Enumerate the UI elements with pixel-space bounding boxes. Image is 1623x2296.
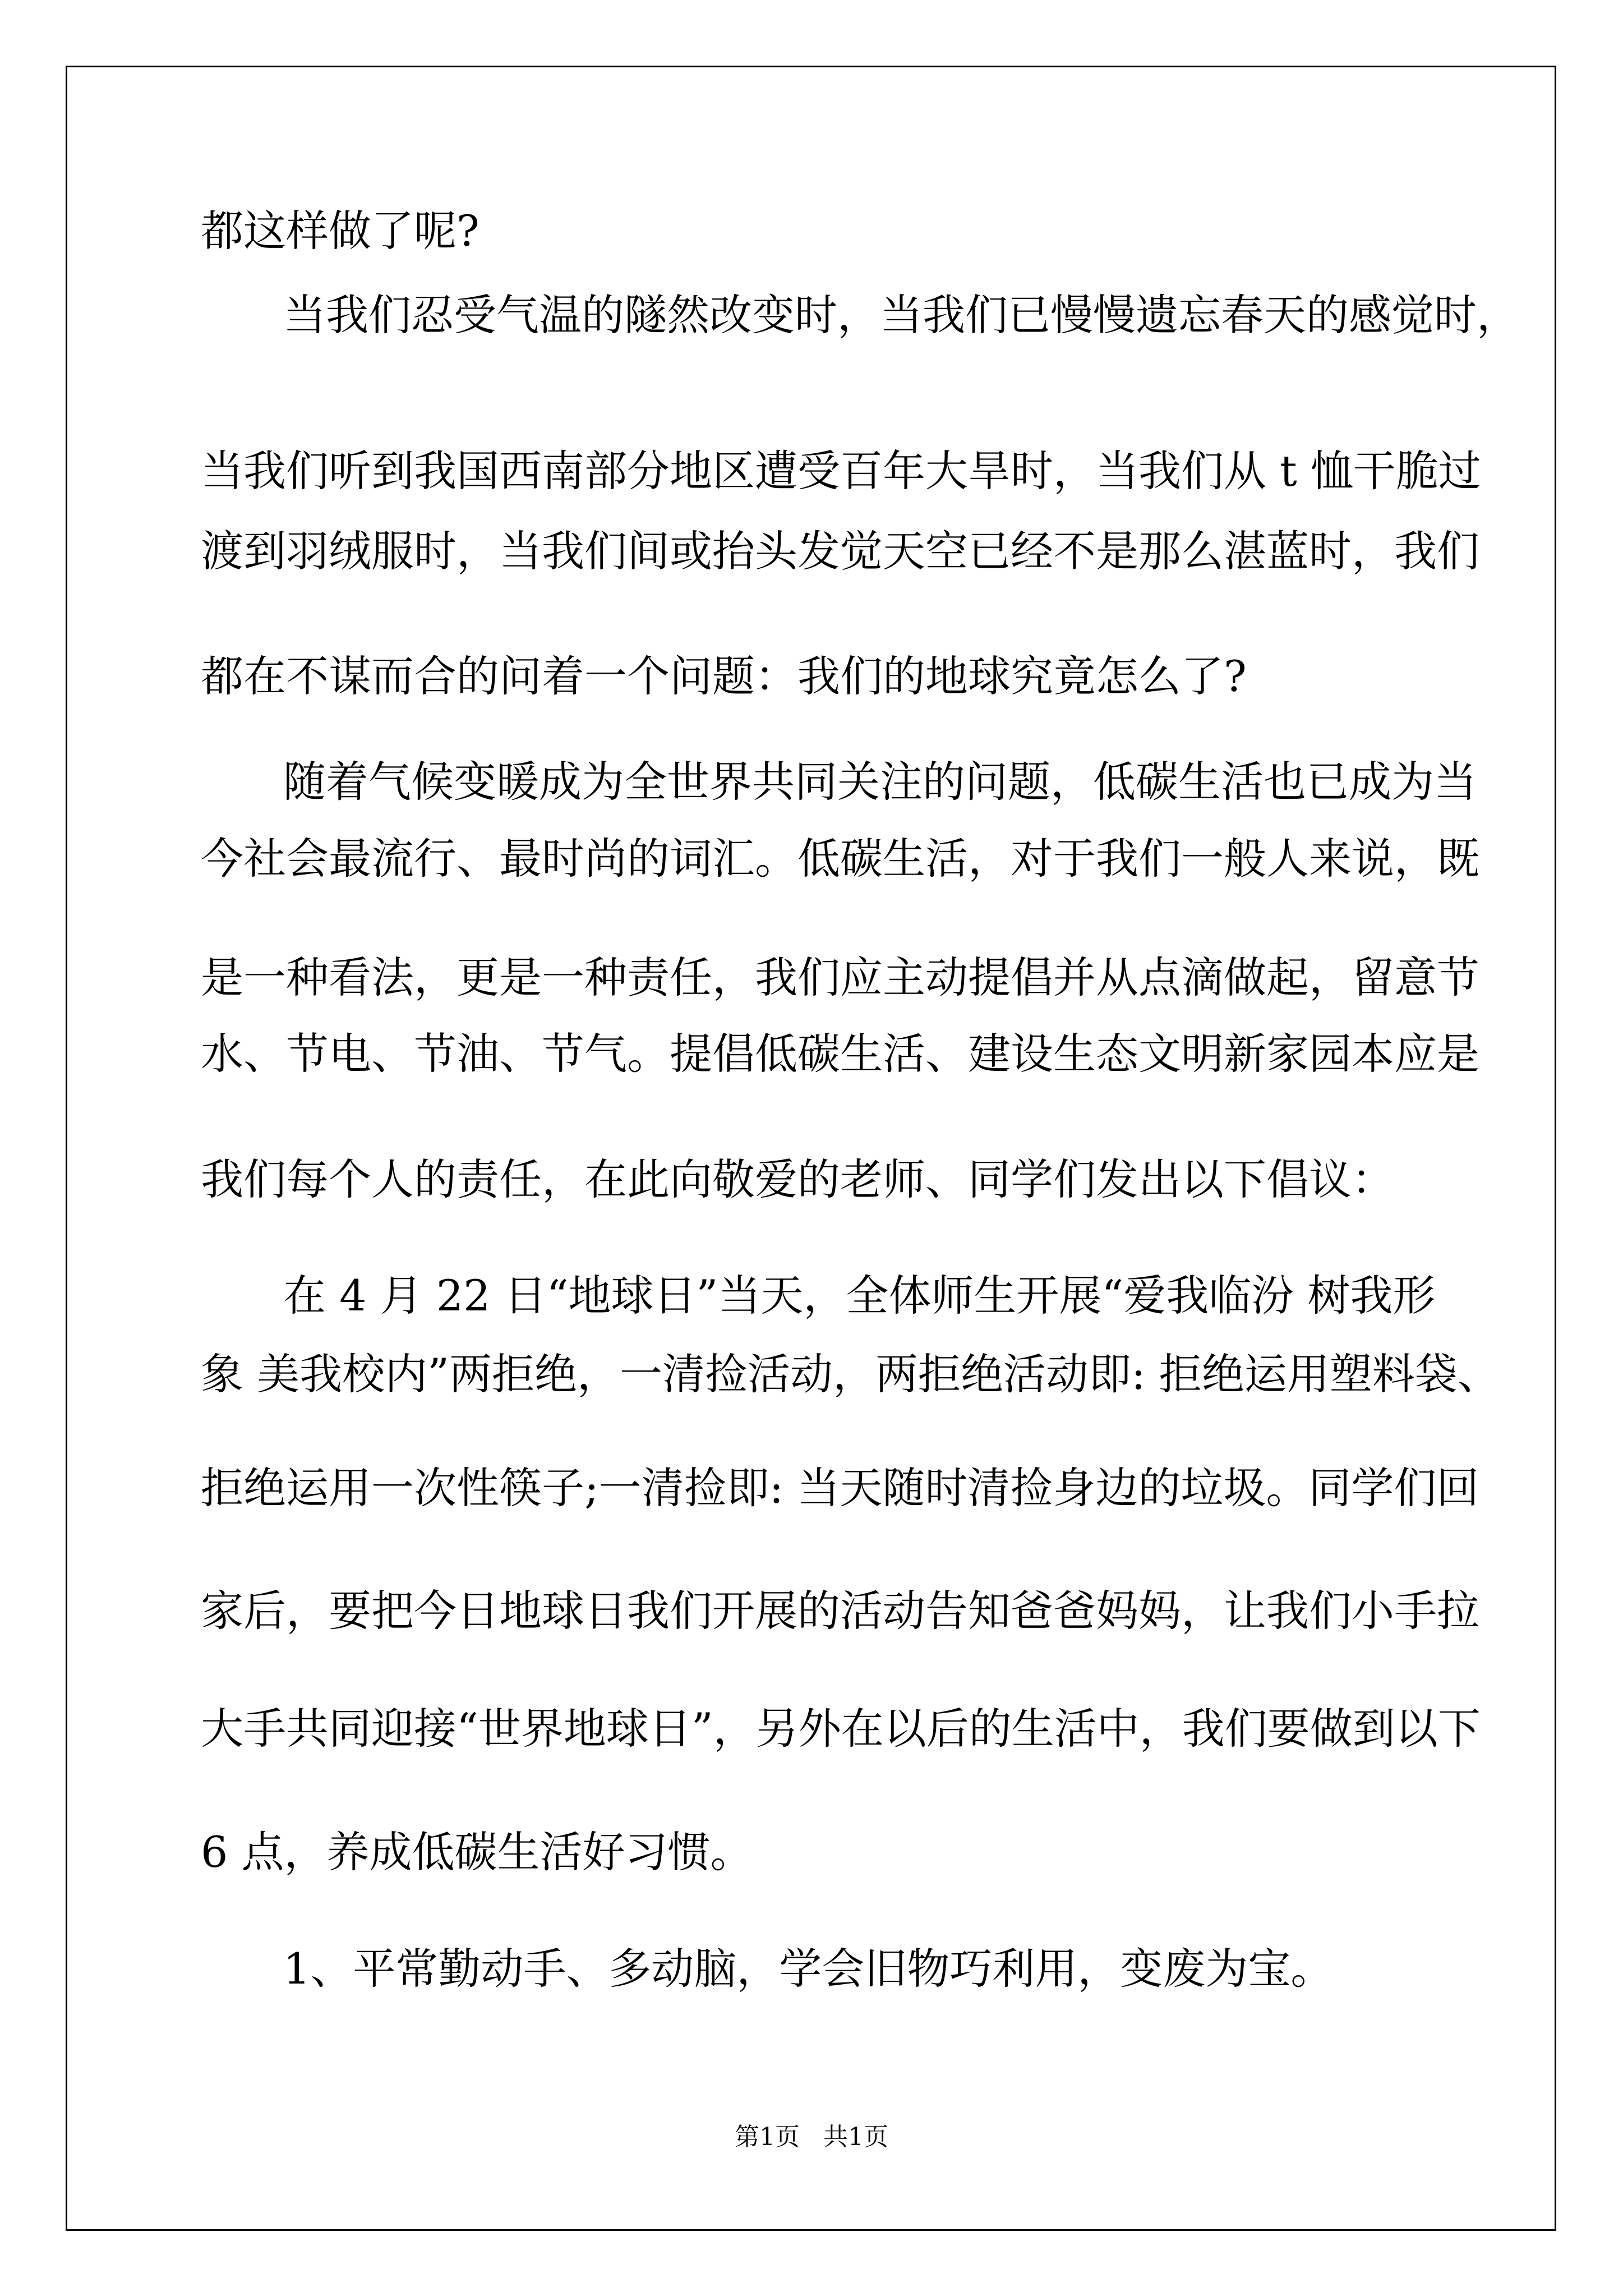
text-line-11: 在 4 月 22 日“地球日”当天，全体师生开展“爱我临汾 树我形 bbox=[283, 1271, 1436, 1320]
text-line-7: 今社会最流行、最时尚的词汇。低碳生活，对于我们一般人来说，既 bbox=[201, 834, 1479, 884]
text-line-10: 我们每个人的责任，在此向敬爱的老师、同学们发出以下倡议： bbox=[201, 1154, 1394, 1204]
page-number: 第1页 bbox=[735, 2123, 800, 2151]
text-line-3: 当我们听到我国西南部分地区遭受百年大旱时，当我们从 t 恤干脆过 bbox=[201, 446, 1481, 496]
text-line-17: 1、平常勤动手、多动脑，学会旧物巧利用，变废为宝。 bbox=[283, 1944, 1334, 1994]
page-border bbox=[66, 66, 1556, 2231]
text-line-6: 随着气候变暖成为全世界共同关注的问题，低碳生活也已成为当 bbox=[283, 757, 1477, 807]
text-line-5: 都在不谋而合的问着一个问题：我们的地球究竟怎么了? bbox=[201, 651, 1247, 701]
text-line-13: 拒绝运用一次性筷子;一清捡即: 当天随时清捡身边的垃圾。同学们回 bbox=[201, 1463, 1479, 1513]
text-line-9: 水、节电、节油、节气。提倡低碳生活、建设生态文明新家园本应是 bbox=[201, 1029, 1479, 1079]
page-total: 共1页 bbox=[823, 2123, 888, 2151]
text-line-2: 当我们忍受气温的隧然改变时，当我们已慢慢遗忘春天的感觉时， bbox=[283, 290, 1519, 340]
text-line-14: 家后，要把今日地球日我们开展的活动告知爸爸妈妈，让我们小手拉 bbox=[201, 1586, 1479, 1636]
text-line-16: 6 点，养成低碳生活好习惯。 bbox=[201, 1827, 753, 1877]
text-line-8: 是一种看法，更是一种责任，我们应主动提倡并从点滴做起，留意节 bbox=[201, 953, 1479, 1002]
text-line-15: 大手共同迎接“世界地球日”，另外在以后的生活中，我们要做到以下 bbox=[201, 1704, 1481, 1754]
page-footer bbox=[0, 2120, 1623, 2154]
text-line-1: 都这样做了呢? bbox=[201, 206, 479, 256]
text-line-4: 渡到羽绒服时，当我们间或抬头发觉天空已经不是那么湛蓝时，我们 bbox=[201, 526, 1479, 576]
text-line-12: 象 美我校内”两拒绝，一清捡活动，两拒绝活动即: 拒绝运用塑料袋、 bbox=[201, 1349, 1500, 1399]
